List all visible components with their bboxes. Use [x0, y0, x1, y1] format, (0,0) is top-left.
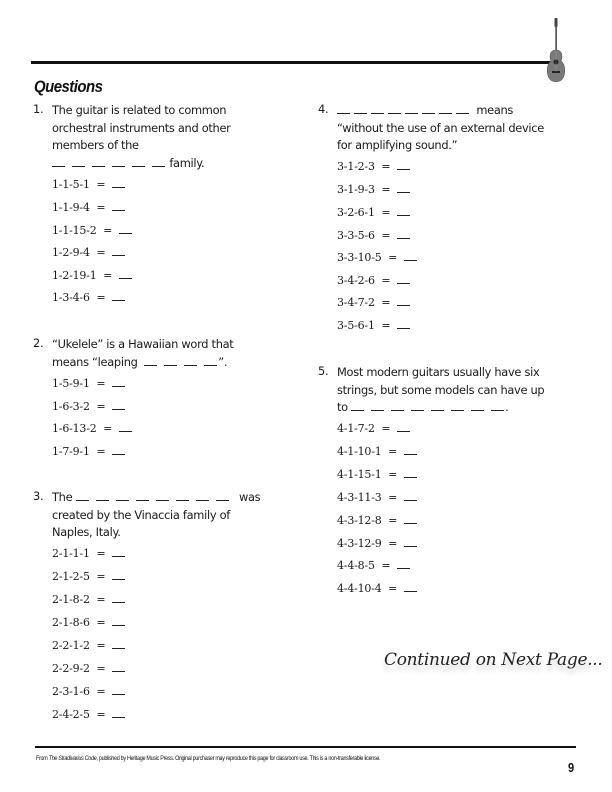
code-row — [337, 229, 417, 242]
equals-sign: = — [388, 468, 398, 481]
letter-blank[interactable] — [76, 491, 89, 501]
code-row — [337, 537, 424, 550]
equals-sign: = — [388, 537, 398, 550]
answer-blank[interactable] — [112, 685, 125, 695]
code-row — [337, 582, 424, 595]
code-label: 1-5-9-1 — [52, 377, 90, 390]
letter-blank[interactable] — [52, 157, 65, 167]
question-line: “Ukelele” is a Hawaiian word that — [52, 337, 234, 351]
code-label: 4-4-10-4 — [337, 582, 382, 595]
footer-text: , published by Heritage Music Press. Original purchaser may reproduce this page for classroom use. This is a non-transferable license. — [96, 755, 381, 762]
code-label: 4-3-12-9 — [337, 537, 382, 550]
question-line: orchestral instruments and other — [52, 120, 231, 135]
code-row — [52, 708, 132, 721]
answer-blanks-line — [52, 489, 292, 507]
footer-from: From — [36, 755, 49, 762]
answer-blank[interactable] — [404, 491, 417, 501]
answer-blank[interactable] — [404, 514, 417, 524]
question-line: created by the Vinaccia family of — [52, 507, 230, 522]
right-column — [318, 102, 588, 602]
answer-blank[interactable] — [112, 377, 125, 387]
answer-blank[interactable] — [397, 274, 410, 284]
code-label: 1-6-3-2 — [52, 400, 90, 413]
equals-sign: = — [96, 570, 106, 583]
footer-rule — [35, 746, 576, 748]
answer-blank[interactable] — [397, 422, 410, 432]
code-row — [337, 491, 424, 504]
equals-sign: = — [103, 422, 113, 435]
letter-blank[interactable] — [451, 401, 464, 411]
equals-sign: = — [388, 514, 398, 527]
code-label: 4-3-11-3 — [337, 491, 382, 504]
equals-sign: = — [96, 377, 106, 390]
answer-blank[interactable] — [404, 445, 417, 455]
letter-blank[interactable] — [184, 356, 197, 366]
code-label: 2-1-8-2 — [52, 593, 90, 606]
letter-blank[interactable] — [176, 491, 189, 501]
equals-sign: = — [96, 593, 106, 606]
question-line-start: to — [337, 400, 348, 414]
code-row — [52, 547, 132, 560]
equals-sign: = — [96, 708, 106, 721]
letter-blank[interactable] — [132, 157, 145, 167]
code-row — [337, 296, 417, 309]
equals-sign: = — [381, 422, 391, 435]
question-text — [337, 102, 587, 155]
equals-sign: = — [381, 160, 391, 173]
question-line-end: ”. — [218, 354, 228, 369]
letter-blank[interactable] — [337, 104, 350, 114]
equals-sign: = — [96, 400, 106, 413]
answer-blank[interactable] — [112, 662, 125, 672]
question-line-end: means — [476, 103, 514, 117]
question-text — [52, 489, 292, 542]
answer-blank[interactable] — [112, 639, 125, 649]
letter-blank[interactable] — [72, 157, 85, 167]
code-label: 3-1-2-3 — [337, 160, 375, 173]
code-label: 1-2-19-1 — [52, 269, 97, 282]
answer-blank[interactable] — [112, 201, 125, 211]
letter-blank[interactable] — [431, 401, 444, 411]
answer-blanks-line — [337, 399, 587, 417]
code-label: 3-3-10-5 — [337, 251, 382, 264]
question-line: for amplifying sound.” — [337, 138, 458, 152]
code-row — [337, 274, 417, 287]
letter-blank[interactable] — [96, 491, 109, 501]
letter-blank[interactable] — [388, 104, 401, 114]
answer-blank[interactable] — [404, 251, 417, 261]
code-label: 1-1-9-4 — [52, 201, 90, 214]
answer-blank[interactable] — [404, 468, 417, 478]
code-label: 1-7-9-1 — [52, 445, 90, 458]
question-line: strings, but some models can have up — [337, 382, 545, 397]
answer-blank[interactable] — [397, 559, 410, 569]
equals-sign: = — [96, 616, 106, 629]
code-label: 1-2-9-4 — [52, 246, 90, 259]
equals-sign: = — [388, 491, 398, 504]
letter-blank[interactable] — [471, 401, 484, 411]
letter-blank[interactable] — [152, 157, 165, 167]
answer-blank[interactable] — [119, 422, 132, 432]
code-label: 2-2-9-2 — [52, 662, 90, 675]
letter-blank[interactable] — [405, 104, 418, 114]
answer-blank[interactable] — [112, 445, 125, 455]
code-row — [52, 639, 132, 652]
code-row — [337, 206, 417, 219]
letter-blank[interactable] — [371, 104, 384, 114]
code-row — [337, 251, 424, 264]
page-title: Questions — [34, 77, 103, 96]
code-label: 1-1-5-1 — [52, 178, 90, 191]
answer-blank[interactable] — [112, 246, 125, 256]
answer-blanks-line — [52, 354, 292, 372]
equals-sign: = — [96, 178, 106, 191]
answer-blank[interactable] — [112, 708, 125, 718]
code-row — [52, 445, 132, 458]
copyright-footer — [36, 755, 380, 762]
equals-sign: = — [381, 274, 391, 287]
code-label: 3-4-7-2 — [337, 296, 375, 309]
code-label: 4-3-12-8 — [337, 514, 382, 527]
code-label: 1-6-13-2 — [52, 422, 97, 435]
equals-sign: = — [388, 251, 398, 264]
code-row — [52, 178, 132, 191]
equals-sign: = — [381, 206, 391, 219]
code-row — [337, 319, 417, 332]
code-row — [52, 269, 139, 282]
code-row — [52, 422, 139, 435]
letter-blank[interactable] — [422, 104, 435, 114]
question-line-end: . — [505, 400, 509, 414]
letter-blank[interactable] — [456, 104, 469, 114]
equals-sign: = — [96, 246, 106, 259]
code-label: 3-3-5-6 — [337, 229, 375, 242]
code-row — [52, 224, 139, 237]
code-row — [337, 445, 424, 458]
equals-sign: = — [381, 229, 391, 242]
code-row — [337, 468, 424, 481]
equals-sign: = — [96, 445, 106, 458]
equals-sign: = — [381, 319, 391, 332]
code-row — [52, 593, 132, 606]
letter-blank[interactable] — [216, 491, 229, 501]
equals-sign: = — [96, 291, 106, 304]
question-text — [337, 364, 587, 417]
question-number: 2. — [33, 336, 44, 350]
code-row — [52, 685, 132, 698]
answer-blank[interactable] — [112, 547, 125, 557]
equals-sign: = — [103, 269, 113, 282]
letter-blank[interactable] — [116, 491, 129, 501]
letter-blank[interactable] — [354, 104, 367, 114]
code-row — [52, 400, 132, 413]
letter-blank[interactable] — [92, 157, 105, 167]
answer-blank[interactable] — [397, 229, 410, 239]
letter-blank[interactable] — [164, 356, 177, 366]
equals-sign: = — [96, 662, 106, 675]
code-label: 2-1-1-1 — [52, 547, 90, 560]
letter-blank[interactable] — [491, 401, 504, 411]
code-label: 1-1-15-2 — [52, 224, 97, 237]
code-row — [52, 291, 132, 304]
letter-blank[interactable] — [351, 401, 364, 411]
answer-blank[interactable] — [404, 537, 417, 547]
equals-sign: = — [388, 582, 398, 595]
answer-blank[interactable] — [397, 183, 410, 193]
answer-blank[interactable] — [397, 319, 410, 329]
letter-blank[interactable] — [204, 356, 217, 366]
code-label: 4-1-7-2 — [337, 422, 375, 435]
equals-sign: = — [388, 445, 398, 458]
code-row — [52, 377, 132, 390]
code-label: 2-1-2-5 — [52, 570, 90, 583]
question-number: 1. — [33, 102, 44, 116]
letter-blank[interactable] — [411, 401, 424, 411]
code-row — [52, 662, 132, 675]
continued-note: Continued on Next Page... — [384, 650, 603, 670]
question-number: 4. — [318, 102, 329, 116]
question-line-end: was — [238, 490, 261, 504]
code-label: 4-4-8-5 — [337, 559, 375, 572]
answer-blank[interactable] — [119, 269, 132, 279]
answer-blank[interactable] — [112, 291, 125, 301]
code-label: 2-1-8-6 — [52, 616, 90, 629]
code-label: 1-3-4-6 — [52, 291, 90, 304]
answer-blank[interactable] — [112, 178, 125, 188]
question-line-end: family. — [169, 155, 205, 170]
letter-blank[interactable] — [136, 491, 149, 501]
code-row — [337, 422, 417, 435]
letter-blank[interactable] — [112, 157, 125, 167]
answer-blank[interactable] — [112, 593, 125, 603]
equals-sign: = — [96, 547, 106, 560]
answer-blanks-line — [52, 155, 292, 173]
code-label: 3-1-9-3 — [337, 183, 375, 196]
code-row — [337, 160, 417, 173]
letter-blank[interactable] — [439, 104, 452, 114]
letter-blank[interactable] — [371, 401, 384, 411]
answer-blank[interactable] — [112, 570, 125, 580]
equals-sign: = — [381, 296, 391, 309]
answer-blank[interactable] — [397, 296, 410, 306]
code-row — [52, 570, 132, 583]
code-label: 2-2-1-2 — [52, 639, 90, 652]
left-column — [33, 102, 303, 732]
answer-blank[interactable] — [397, 160, 410, 170]
code-label: 3-5-6-1 — [337, 319, 375, 332]
answer-blank[interactable] — [119, 224, 132, 234]
answer-blank[interactable] — [397, 206, 410, 216]
question-line: Naples, Italy. — [52, 525, 121, 539]
code-label: 2-3-1-6 — [52, 685, 90, 698]
letter-blank[interactable] — [144, 356, 157, 366]
letter-blank[interactable] — [196, 491, 209, 501]
letter-blank[interactable] — [156, 491, 169, 501]
question-line: members of the — [52, 138, 139, 152]
code-row — [52, 616, 132, 629]
code-label: 4-1-15-1 — [337, 468, 382, 481]
equals-sign: = — [96, 685, 106, 698]
footer-book-title: The Stradivarius Code — [48, 755, 97, 762]
equals-sign: = — [96, 639, 106, 652]
code-label: 2-4-2-5 — [52, 708, 90, 721]
question-line-start: means “leaping — [52, 354, 138, 369]
letter-blank[interactable] — [391, 401, 404, 411]
header-rule — [31, 61, 552, 64]
equals-sign: = — [103, 224, 113, 237]
question-text — [52, 336, 292, 371]
question-line-start: The — [52, 490, 73, 504]
code-row — [337, 514, 424, 527]
question-text — [52, 102, 292, 172]
code-row — [337, 559, 417, 572]
answer-blank[interactable] — [112, 616, 125, 626]
equals-sign: = — [381, 183, 391, 196]
code-label: 3-4-2-6 — [337, 274, 375, 287]
page-number: 9 — [568, 760, 575, 775]
code-label: 3-2-6-1 — [337, 206, 375, 219]
question-number: 5. — [318, 364, 329, 378]
guitar-icon — [542, 16, 570, 84]
code-row — [337, 183, 417, 196]
answer-blank[interactable] — [112, 400, 125, 410]
code-row — [52, 246, 132, 259]
answer-blanks-line — [337, 102, 587, 120]
code-label: 4-1-10-1 — [337, 445, 382, 458]
equals-sign: = — [96, 201, 106, 214]
code-row — [52, 201, 132, 214]
answer-blank[interactable] — [404, 582, 417, 592]
equals-sign: = — [381, 559, 391, 572]
question-line: The guitar is related to common — [52, 103, 227, 117]
question-number: 3. — [33, 489, 44, 503]
question-line: Most modern guitars usually have six — [337, 365, 540, 379]
question-line: “without the use of an external device — [337, 120, 544, 135]
